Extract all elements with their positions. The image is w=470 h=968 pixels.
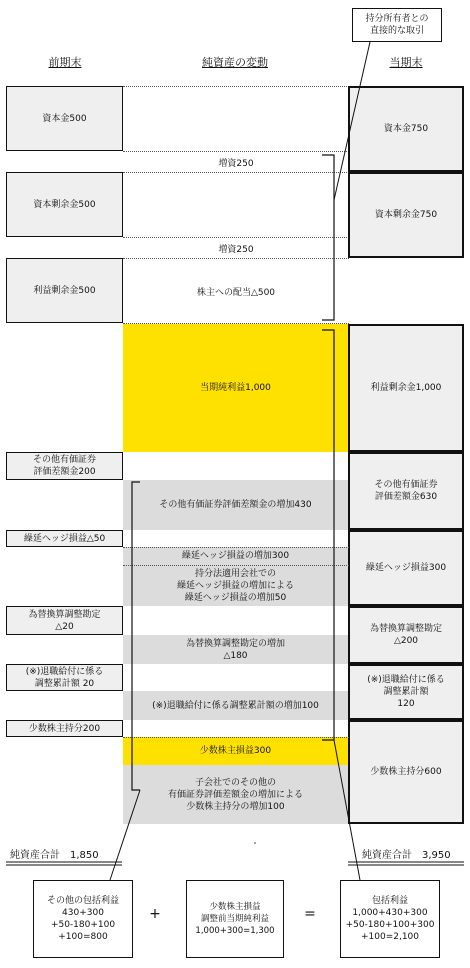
header-closing: 当期末 — [389, 56, 423, 69]
minority-income-box: 少数株主損益 調整前当期純利益 1,000+300=1,300 — [186, 880, 284, 958]
closing-securities-diff: その他有価証券 評価差額金630 — [348, 452, 464, 530]
opening-capital-surplus: 資本剰余金500 — [6, 172, 123, 237]
change-minority-income: 少数株主損益300 — [123, 737, 348, 765]
change-capital-increase-2: 増資250 — [218, 245, 254, 255]
closing-deferred-hedge: 繰延ヘッジ損益300 — [348, 530, 464, 606]
change-fx-increase: 為替換算調整勘定の増加 △180 — [123, 635, 348, 664]
oci-box: その他の包括利益 430+300 +50-180+100 +100=800 — [33, 880, 133, 958]
opening-capital: 資本金500 — [6, 86, 123, 151]
change-hedge-increase: 繰延ヘッジ損益の増加300 — [123, 547, 348, 565]
closing-capital-surplus: 資本剰余金750 — [348, 172, 464, 258]
closing-retirement: (※)退職給付に係る 調整累計額 120 — [348, 664, 464, 720]
closing-capital: 資本金750 — [348, 86, 464, 172]
closing-total: 純資産合計 3,950 — [362, 850, 451, 861]
opening-noncontrolling: 少数株主持分200 — [6, 720, 123, 737]
direct-transaction-callout: 持分所有者との 直接的な取引 — [352, 8, 442, 42]
plus-sign: + — [149, 906, 161, 922]
closing-fx-adjustment: 為替換算調整勘定 △200 — [348, 606, 464, 664]
opening-total: 純資産合計 1,850 — [10, 850, 99, 861]
closing-noncontrolling: 少数株主持分600 — [348, 720, 464, 824]
opening-securities-diff: その他有価証券 評価差額金200 — [6, 452, 123, 480]
change-net-income: 当期純利益1,000 — [123, 324, 348, 452]
change-securities-increase: その他有価証券評価差額金の増加430 — [123, 480, 348, 530]
change-capital-increase-1: 増資250 — [218, 159, 254, 169]
closing-retained-earnings: 利益剰余金1,000 — [348, 324, 464, 452]
change-dividend: 株主への配当△500 — [196, 288, 276, 298]
equals-sign: = — [304, 906, 316, 922]
opening-retirement: (※)退職給付に係る 調整累計額 20 — [6, 664, 123, 691]
change-subsidiary-securities: 子会社でのその他の 有価証券評価差額金の増加による 少数株主持分の増加100 — [123, 765, 348, 824]
header-opening: 前期末 — [48, 56, 82, 69]
header-changes: 純資産の変動 — [202, 56, 268, 69]
change-retirement-increase: (※)退職給付に係る調整累計額の増加100 — [123, 691, 348, 720]
opening-fx-adjustment: 為替換算調整勘定 △20 — [6, 606, 123, 635]
opening-retained-earnings: 利益剰余金500 — [6, 258, 123, 323]
opening-deferred-hedge: 繰延ヘッジ損益△50 — [6, 530, 123, 547]
change-equity-method-hedge: 持分法適用会社での 繰延ヘッジ損益の増加による 繰延ヘッジ損益の増加50 — [123, 565, 348, 606]
comprehensive-income-box: 包括利益 1,000+430+300 +50-180+100+300 +100=2,100 — [340, 880, 440, 958]
